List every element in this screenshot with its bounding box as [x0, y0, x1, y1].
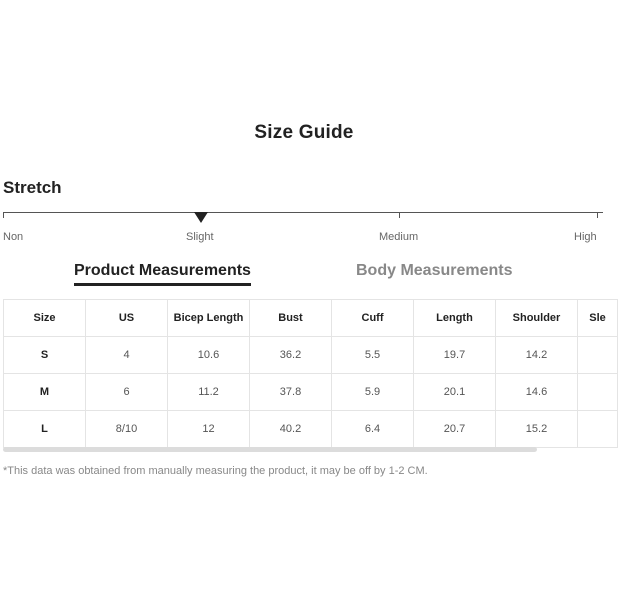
header-size: Size: [4, 300, 86, 337]
tab-body-measurements[interactable]: Body Measurements: [356, 262, 513, 279]
stretch-scale-line: [3, 212, 603, 213]
cell-bust: 37.8: [250, 374, 332, 411]
header-sleeve: Sle: [578, 300, 618, 337]
table-row: [4, 374, 618, 411]
header-us: US: [86, 300, 168, 337]
stretch-label-non: Non: [3, 231, 24, 243]
table-row: [4, 337, 618, 374]
stretch-tick-high: [597, 212, 598, 218]
table-horizontal-scrollbar[interactable]: [3, 447, 537, 452]
cell-cuff: 5.9: [332, 374, 414, 411]
cell-sleeve: [578, 411, 618, 448]
header-shoulder: Shoulder: [496, 300, 578, 337]
stretch-tick-medium: [399, 212, 400, 218]
table-row: [4, 411, 618, 448]
cell-shoulder: 14.2: [496, 337, 578, 374]
cell-bust: 40.2: [250, 411, 332, 448]
cell-cuff: 5.5: [332, 337, 414, 374]
page-title: Size Guide: [254, 122, 354, 143]
cell-length: 20.7: [414, 411, 496, 448]
cell-shoulder: 15.2: [496, 411, 578, 448]
measurements-table-container: [3, 299, 623, 448]
measurement-disclaimer: *This data was obtained from manually measuring the product, it may be off by 1-2 CM.: [3, 465, 428, 477]
cell-bust: 36.2: [250, 337, 332, 374]
cell-bicep-length: 11.2: [168, 374, 250, 411]
cell-bicep-length: 10.6: [168, 337, 250, 374]
cell-bicep-length: 12: [168, 411, 250, 448]
cell-size: S: [4, 337, 86, 374]
header-cuff: Cuff: [332, 300, 414, 337]
stretch-tick-non: [3, 212, 4, 218]
cell-us: 4: [86, 337, 168, 374]
header-bust: Bust: [250, 300, 332, 337]
cell-cuff: 6.4: [332, 411, 414, 448]
cell-length: 20.1: [414, 374, 496, 411]
cell-shoulder: 14.6: [496, 374, 578, 411]
cell-us: 6: [86, 374, 168, 411]
tab-product-measurements[interactable]: Product Measurements: [74, 262, 251, 286]
header-length: Length: [414, 300, 496, 337]
measurements-table: [3, 299, 618, 448]
cell-sleeve: [578, 374, 618, 411]
stretch-label-high: High: [574, 231, 597, 243]
cell-size: M: [4, 374, 86, 411]
cell-sleeve: [578, 337, 618, 374]
header-bicep-length: Bicep Length: [168, 300, 250, 337]
stretch-heading: Stretch: [3, 178, 62, 197]
cell-size: L: [4, 411, 86, 448]
table-header-row: [4, 300, 618, 337]
stretch-label-slight: Slight: [186, 231, 214, 243]
stretch-marker-icon: [194, 212, 208, 223]
cell-us: 8/10: [86, 411, 168, 448]
cell-length: 19.7: [414, 337, 496, 374]
stretch-label-medium: Medium: [379, 231, 419, 243]
